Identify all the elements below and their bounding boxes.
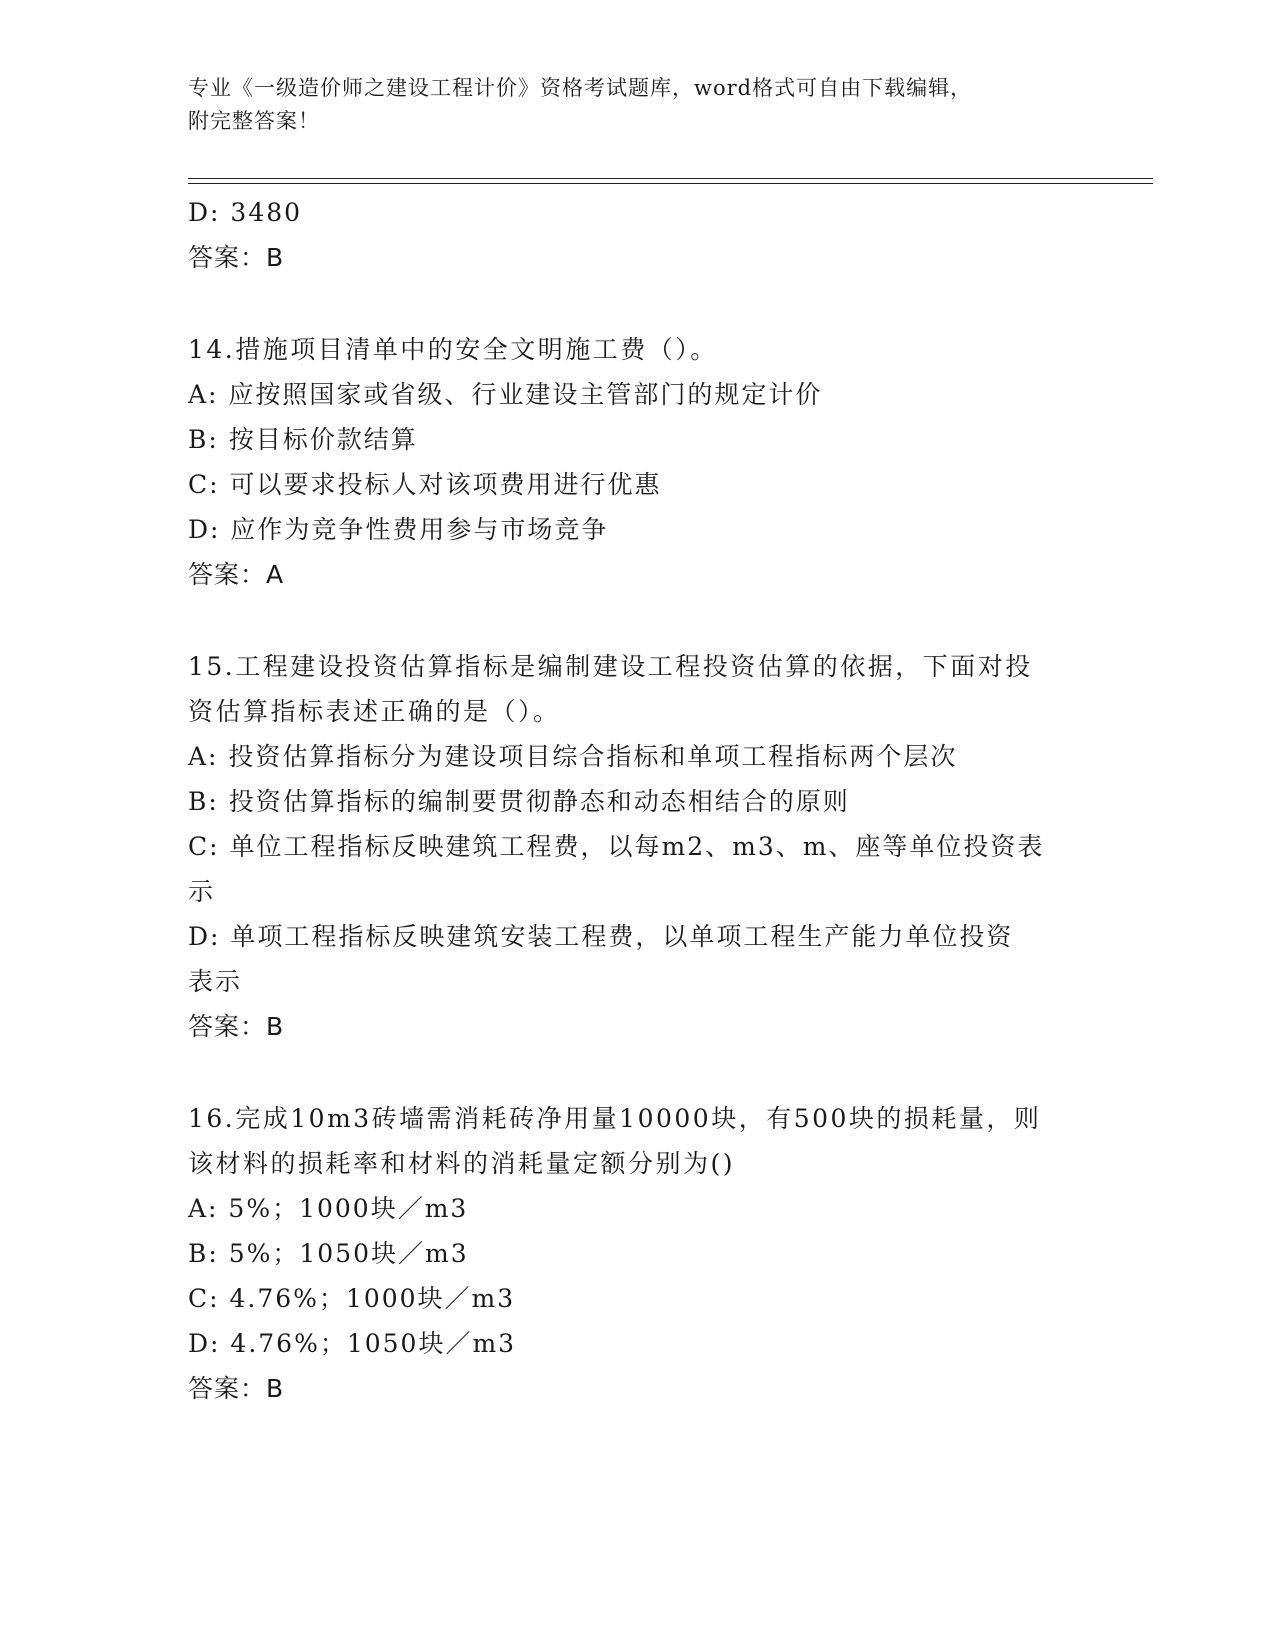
- header-line-1: 专业《一级造价师之建设工程计价》资格考试题库，word格式可自由下载编辑，: [188, 76, 973, 100]
- header-divider-bottom: [188, 183, 1153, 184]
- option-b: B: 按目标价款结算: [188, 425, 418, 454]
- option-d-line-1: D: 单项工程指标反映建筑安装工程费，以单项工程生产能力单位投资: [188, 922, 1014, 951]
- option-d: D: 4.76%；1050块／m3: [188, 1329, 517, 1358]
- question-14: [188, 327, 1088, 597]
- option-d: D: 3480: [188, 198, 303, 227]
- option-c: C: 可以要求投标人对该项费用进行优惠: [188, 470, 662, 499]
- option-c-line-1: C: 单位工程指标反映建筑工程费，以每m2、m3、m、座等单位投资表: [188, 832, 1045, 861]
- answer-line: 答案：B: [188, 1012, 285, 1041]
- option-d-line-2: 表示: [188, 967, 243, 996]
- option-d: D: 应作为竞争性费用参与市场竞争: [188, 515, 609, 544]
- option-a: A: 5%；1000块／m3: [188, 1194, 469, 1223]
- question-title-line-2: 该材料的损耗率和材料的消耗量定额分别为(): [188, 1149, 736, 1178]
- spacer: [188, 280, 1088, 327]
- option-b: B: 投资估算指标的编制要贯彻静态和动态相结合的原则: [188, 787, 850, 816]
- prev-question: [188, 190, 1088, 280]
- header-divider-top: [188, 178, 1153, 179]
- question-title-line-1: 15.工程建设投资估算指标是编制建设工程投资估算的依据，下面对投: [188, 652, 1033, 681]
- option-a: A: 应按照国家或省级、行业建设主管部门的规定计价: [188, 380, 823, 409]
- answer-line: 答案：B: [188, 243, 285, 272]
- question-16: [188, 1096, 1088, 1411]
- option-c-line-2: 示: [188, 877, 216, 906]
- spacer: [188, 1049, 1088, 1096]
- document-header: [188, 72, 1068, 138]
- option-b: B: 5%；1050块／m3: [188, 1239, 469, 1268]
- option-c: C: 4.76%；1000块／m3: [188, 1284, 516, 1313]
- question-content: [188, 190, 1088, 1411]
- question-15: [188, 644, 1088, 1049]
- spacer: [188, 597, 1088, 644]
- header-line-2: 附完整答案！: [188, 109, 320, 133]
- question-title-line-2: 资估算指标表述正确的是（）。: [188, 697, 561, 726]
- option-a: A: 投资估算指标分为建设项目综合指标和单项工程指标两个层次: [188, 742, 958, 771]
- question-title: 14.措施项目清单中的安全文明施工费（）。: [188, 335, 718, 364]
- question-title-line-1: 16.完成10m3砖墙需消耗砖净用量10000块，有500块的损耗量，则: [188, 1104, 1042, 1133]
- answer-line: 答案：B: [188, 1374, 285, 1403]
- answer-line: 答案：A: [188, 560, 285, 589]
